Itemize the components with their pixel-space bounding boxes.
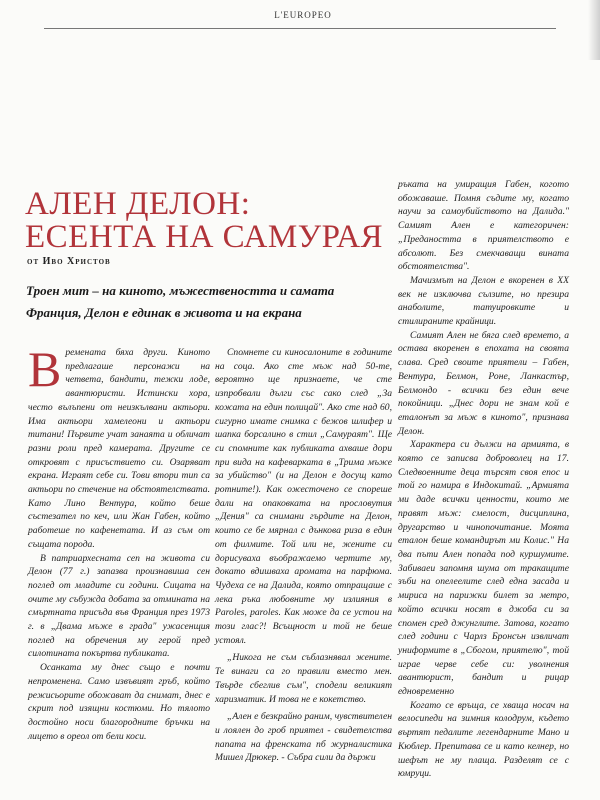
paragraph: Когато се връща, се хваща носач на велосипеди на зимния колодрум, където въртят педалите легендарните Мано и Кюблер. Препитава се и като келнер, но шефът не му плаща. Разделят се с юмруци. bbox=[398, 699, 569, 780]
byline bbox=[27, 256, 111, 267]
paragraph: В патриархесната сеп на живота си Делон (77 г.) запазва произнавиша сен поглед от младите си години. Сицата на очите му събужда добата за отмината на смъртната присъда във Франция през 1973 г. в „Двама мъже в града" ужасенщия поглед на обречения му герой пред силотината покъртва публиката. bbox=[28, 552, 210, 660]
paragraph: ръката на умиращия Габен, когото обожаваше. Помня съдите му, когато научи за самоубийството на Далида." Самият Ален е категоричен: „Предаността в приятелството е абсолют. Без смекчаващи вината обстоятелства". bbox=[398, 179, 569, 273]
article-title bbox=[25, 188, 395, 254]
paragraph: Мачизмът на Делон е вкоренен в ХХ век не изключва сълзите, но презира анаболите, татуировките и стилираните крайници. bbox=[398, 274, 569, 328]
paragraph: Самият Ален не бяга след времето, а остава вкоренен в епохата на своята слава. Сред своите приятели – Габен, Вентура, Белмон, Роне, Ланкастър, Белмондо - всички без един вече покойници. „Днес дори не знам кой е еталонът за мъж в киното", признава Делон. bbox=[398, 329, 569, 437]
title-line-1: АЛЕН ДЕЛОН: bbox=[25, 186, 251, 222]
text-column-2 bbox=[215, 346, 392, 765]
paragraph-text: ремената бяха други. Киното предлагаше персонажи на четвета, бандити, тежки лоде, авантюристи. Истински хора, често вълъпени от неизкълвани актьори. Има актьори хамелеони и актьори титани! Първите учат занаята и обличат разни роли пред камерата. Другите се откровят с присъствието си. Озаряват екрана. Играят себе си. Тови втори тип са актьори по стечение на обстоятелствата. Като Лино Вентура, който беше състезател по кеч, или Жан Габен, който работеше по кафенетата. И аз съм от същата порода. bbox=[28, 347, 210, 550]
paragraph: „Ален е безкрайно раним, чувствителен и лоялен до гроб приятел - свидетелства папата на френската пб журналистика Мишел Дрюкер. - Събра сили да държи bbox=[215, 711, 392, 764]
page-edge-shadow bbox=[588, 0, 600, 60]
paragraph: Осанката му днес също е почти непроменена. Само извъвият гръб, който режисьорите обожават да снимат, днес е скрит под изящни костюми. Но тялото достойно носи благородните бръчки на лицето в ореол от бели коси. bbox=[28, 662, 210, 742]
paragraph: Характера си дължи на армията, в която се записва доброволец на 17. Следвоенните деца търсят своя епос и той го намира в Индокитай. „Армията ми даде всички ценности, които ме правят мъж: смелост, дисциплина, другарство и чинопочитание. Моята еталон беше командирът ми Колис." На два пъти Ален попада под куршумите. Забиваеи запомня шума от тракащите зъби на опелеелите след една засада и мириса на парижки билет за метро, който всички носят в джоба си за спомен сред джунглите. Затова, когато след години с Чарлз Бронсън извличат униформите в „Сбогом, приятелю", той играе черве себе си: уволнения авантюрист, бандит и рицар едновременно bbox=[398, 439, 569, 698]
text-column-1 bbox=[28, 341, 210, 743]
drop-cap: В bbox=[28, 341, 62, 397]
byline-prefix: от bbox=[27, 256, 40, 267]
paragraph: „Никога не съм съблазнявал жените. Те винаги са го правили вместо мен. Твърде сбеглив съм", сподели великият харизматик. И това не е кокетство. bbox=[215, 652, 392, 705]
byline-author: Иво Христов bbox=[42, 256, 111, 267]
header-rule bbox=[44, 28, 556, 29]
paragraph bbox=[28, 341, 210, 552]
title-line-2: ЕСЕНТА НА САМУРАЯ bbox=[25, 219, 384, 255]
magazine-header: L'EUROPEO bbox=[274, 10, 332, 20]
paragraph: Спомнете си киносалоните в годините на соца. Ако сте мъж над 50-те, вероятно ще признаете, че сте изпробвали дълги със сако след „За кожата на един полицай". Ако сте над 60, сигурно имате снимка с бежов шлифер и шапка борсалино в стил „Самураят". Ще си спомните как публиката ахваше дори при вида на кафеварката в „Трима мъже за убийство" (и на Делон е досущ като ротните!). Как ожесточено се спореше дали на опаковката на прословутия „Дения" са снимани гърдите на Делон, които се бе мярнал с дънкова риза в един от филмите. Той или не, жените си дорисуваха въображаемо чертите му, докато вдишваха аромата на парфюма. Чудеха се на Далида, която отпращаше с лека ръка любовните му излияния в Paroles, paroles. Как може да се устои на този глас?! Всъщност и той не беше устоял. bbox=[215, 347, 392, 646]
text-column-3 bbox=[398, 178, 569, 781]
article-lead: Троен мит – на киното, мъжествеността и самата Франция, Делон е единак в живота и на екрана bbox=[26, 283, 335, 320]
